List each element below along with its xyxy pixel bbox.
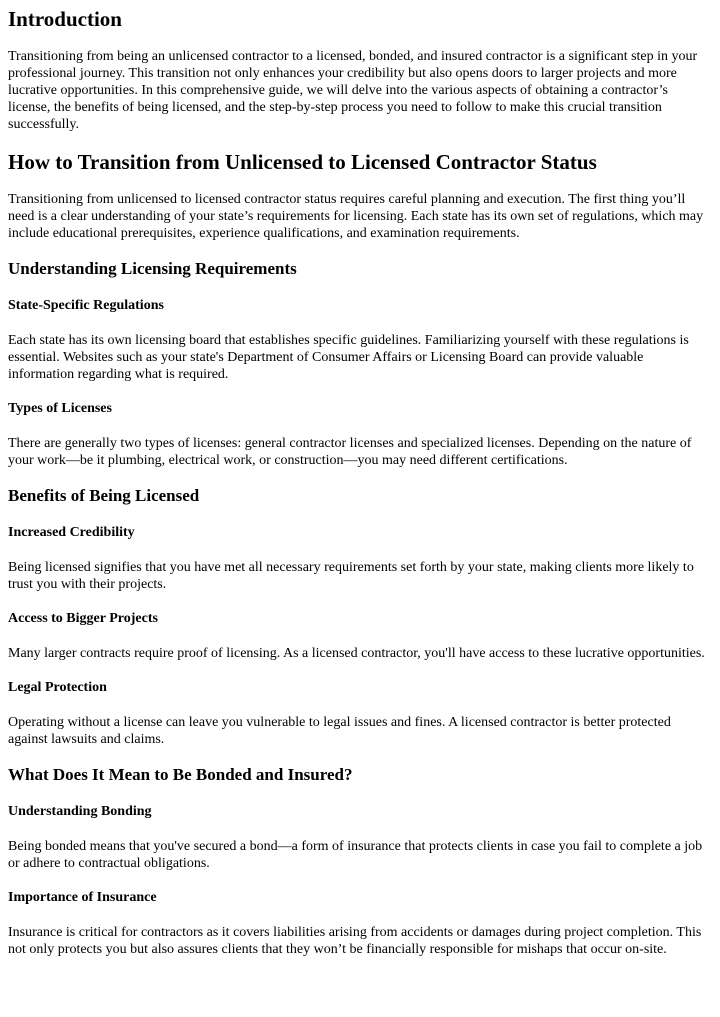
credibility-heading: Increased Credibility	[8, 525, 135, 540]
bonded-insured-heading: What Does It Mean to Be Bonded and Insured?	[8, 765, 353, 784]
bonding-paragraph: Being bonded means that you've secured a bond—a form of insurance that protects clients in case you fail to complete a job or adhere to contractual obligations.	[8, 839, 703, 871]
introduction-heading: Introduction	[8, 7, 122, 31]
introduction-paragraph: Transitioning from being an unlicensed contractor to a licensed, bonded, and insured contractor is a significant step in your professional journey. This transition not only enhances your credibility but also opens doors to larger projects and more lucrative opportunities. In this comprehensive guide, we will delve into the various aspects of obtaining a contractor’s license, the benefits of being licensed, and the step-by-step process you need to follow to make this crucial transition successfully.	[8, 49, 698, 132]
legal-protection-heading: Legal Protection	[8, 680, 107, 695]
bonding-heading: Understanding Bonding	[8, 804, 152, 819]
transition-heading: How to Transition from Unlicensed to Licensed Contractor Status	[8, 150, 597, 174]
credibility-paragraph: Being licensed signifies that you have met all necessary requirements set forth by your state, making clients more likely to trust you with their projects.	[8, 560, 694, 592]
legal-protection-paragraph: Operating without a license can leave you vulnerable to legal issues and fines. A licensed contractor is better protected against lawsuits and claims.	[8, 715, 671, 747]
insurance-heading: Importance of Insurance	[8, 890, 157, 905]
state-regulations-heading: State-Specific Regulations	[8, 298, 164, 313]
benefits-heading: Benefits of Being Licensed	[8, 486, 200, 505]
license-types-heading: Types of Licenses	[8, 401, 112, 416]
licensing-requirements-heading: Understanding Licensing Requirements	[8, 259, 297, 278]
bigger-projects-paragraph: Many larger contracts require proof of licensing. As a licensed contractor, you'll have access to these lucrative opportunities.	[8, 646, 705, 661]
state-regulations-paragraph: Each state has its own licensing board that establishes specific guidelines. Familiarizing yourself with these regulations is essential. Websites such as your state's Department of Consumer Affairs or Licensing Board can provide valuable information regarding what is required.	[8, 333, 689, 382]
transition-paragraph: Transitioning from unlicensed to licensed contractor status requires careful planning and execution. The first thing you’ll need is a clear understanding of your state’s requirements for licensing. Each state has its own set of regulations, which may include educational prerequisites, experience qualifications, and examination requirements.	[8, 192, 704, 241]
license-types-paragraph: There are generally two types of licenses: general contractor licenses and specialized licenses. Depending on the nature of your work—be it plumbing, electrical work, or construction—you may need different certifications.	[8, 436, 692, 468]
bigger-projects-heading: Access to Bigger Projects	[8, 611, 158, 626]
insurance-paragraph: Insurance is critical for contractors as it covers liabilities arising from accidents or damages during project completion. This not only protects you but also assures clients that they won’t be financially responsible for mishaps that occur on-site.	[8, 925, 702, 957]
